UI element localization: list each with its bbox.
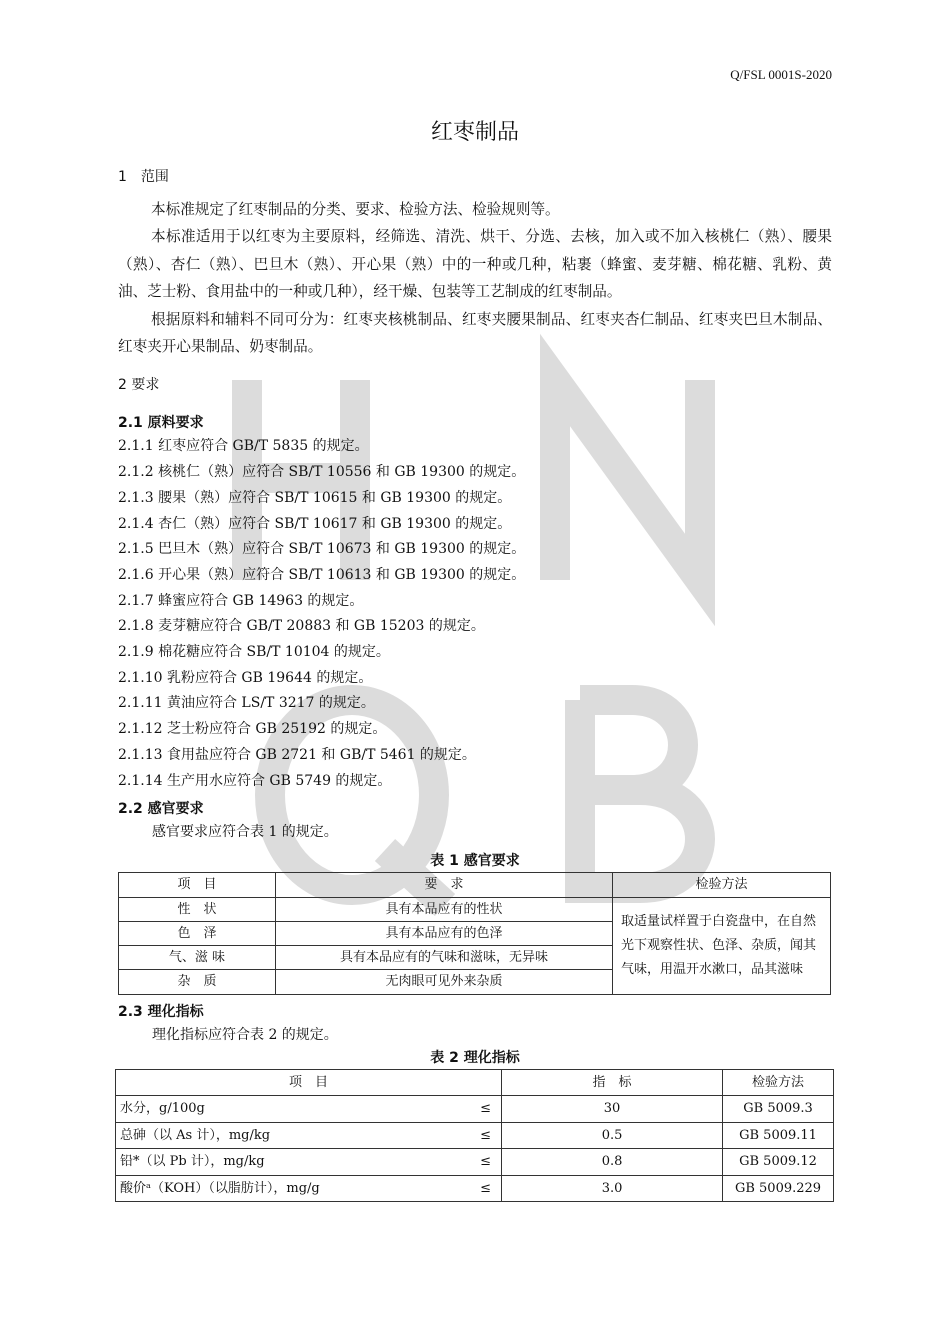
table-cell: 酸价ᵃ（KOH）（以脂肪计），mg/g [116, 1175, 460, 1202]
table-2-caption: 表 2 理化指标 [430, 1050, 520, 1067]
table-row [116, 1149, 834, 1176]
list-item: 2.1.14 生产用水应符合 GB 5749 的规定。 [118, 772, 392, 789]
table-header: 检验方法 [723, 1070, 834, 1096]
table-cell: 性 状 [119, 898, 276, 922]
list-item: 2.1.2 核桃仁（熟）应符合 SB/T 10556 和 GB 19300 的规定。 [118, 464, 526, 481]
table-cell: 色 泽 [119, 922, 276, 946]
table-row [116, 1122, 834, 1149]
inspection-method-cell: 取适量试样置于白瓷盘中，在自然光下观察性状、色泽、杂质，闻其气味，用温开水漱口，品其滋味 [613, 898, 831, 995]
table-1-caption: 表 1 感官要求 [430, 853, 520, 870]
table-cell: 具有本品应有的色泽 [276, 922, 613, 946]
section-2-heading: 2 要求 [118, 377, 160, 394]
table-cell: 无肉眼可见外来杂质 [276, 970, 613, 995]
table-cell: GB 5009.11 [723, 1122, 834, 1149]
list-item: 2.1.4 杏仁（熟）应符合 SB/T 10617 和 GB 19300 的规定。 [118, 515, 512, 532]
table-cell: ≤ [460, 1122, 502, 1149]
table-cell: 总砷（以 As 计），mg/kg [116, 1122, 460, 1149]
list-item: 2.1.12 芝士粉应符合 GB 25192 的规定。 [118, 721, 387, 738]
section-2-3-text: 理化指标应符合表 2 的规定。 [152, 1027, 338, 1044]
table-header: 要 求 [276, 873, 613, 898]
paragraph: 本标准规定了红枣制品的分类、要求、检验方法、检验规则等。 [151, 201, 560, 218]
table-header: 项 目 [116, 1070, 502, 1096]
section-1-heading: 1 范围 [118, 169, 169, 185]
paragraph: 本标准适用于以红枣为主要原料，经筛选、清洗、烘干、分选、去核，加入或不加入核桃仁（熟）、腰果（熟）、杏仁（熟）、巴旦木（熟）、开心果（熟）中的一种或几种，粘裹（蜂蜜、麦芽糖、棉花糖、乳粉、黄油、芝士粉、食用盐中的一种或几种），经干燥、包装等工艺制成的红枣制品。 [118, 228, 832, 301]
table-cell: 杂 质 [119, 970, 276, 995]
table-row [116, 1175, 834, 1202]
section-1-body [118, 196, 832, 360]
table-header: 检验方法 [613, 873, 831, 898]
table-cell: 具有本品应有的性状 [276, 898, 613, 922]
table-cell: ≤ [460, 1149, 502, 1176]
list-item: 2.1.11 黄油应符合 LS/T 3217 的规定。 [118, 695, 375, 712]
list-item: 2.1.9 棉花糖应符合 SB/T 10104 的规定。 [118, 644, 390, 661]
list-item: 2.1.5 巴旦木（熟）应符合 SB/T 10673 和 GB 19300 的规定。 [118, 541, 526, 558]
table-row [116, 1096, 834, 1123]
table-cell: 3.0 [502, 1175, 723, 1202]
table-header: 项 目 [119, 873, 276, 898]
physicochemical-table [115, 1069, 834, 1202]
table-cell: ≤ [460, 1175, 502, 1202]
list-item: 2.1.1 红枣应符合 GB/T 5835 的规定。 [118, 438, 369, 455]
material-requirements-list [118, 434, 832, 794]
section-2-3-heading: 2.3 理化指标 [118, 1004, 204, 1021]
section-2-1-heading: 2.1 原料要求 [118, 415, 204, 432]
table-cell: GB 5009.3 [723, 1096, 834, 1123]
table-cell: 0.8 [502, 1149, 723, 1176]
table-cell: 铅*（以 Pb 计），mg/kg [116, 1149, 460, 1176]
list-item: 2.1.6 开心果（熟）应符合 SB/T 10613 和 GB 19300 的规定。 [118, 566, 526, 583]
section-2-2-text: 感官要求应符合表 1 的规定。 [152, 824, 338, 841]
table-cell: 具有本品应有的气味和滋味，无异味 [276, 946, 613, 970]
list-item: 2.1.3 腰果（熟）应符合 SB/T 10615 和 GB 19300 的规定。 [118, 489, 512, 506]
table-cell: 30 [502, 1096, 723, 1123]
table-cell: GB 5009.12 [723, 1149, 834, 1176]
list-item: 2.1.13 食用盐应符合 GB 2721 和 GB/T 5461 的规定。 [118, 746, 476, 763]
table-cell: 气、滋 味 [119, 946, 276, 970]
section-2-2-heading: 2.2 感官要求 [118, 801, 204, 818]
table-cell: 0.5 [502, 1122, 723, 1149]
list-item: 2.1.10 乳粉应符合 GB 19644 的规定。 [118, 669, 373, 686]
table-cell: 水分，g/100g [116, 1096, 460, 1123]
list-item: 2.1.8 麦芽糖应符合 GB/T 20883 和 GB 15203 的规定。 [118, 618, 485, 635]
table-cell: ≤ [460, 1096, 502, 1123]
paragraph: 根据原料和辅料不同可分为：红枣夹核桃制品、红枣夹腰果制品、红枣夹杏仁制品、红枣夹巴旦木制品、红枣夹开心果制品、奶枣制品。 [118, 310, 832, 356]
table-header: 指 标 [502, 1070, 723, 1096]
list-item: 2.1.7 蜂蜜应符合 GB 14963 的规定。 [118, 592, 364, 609]
page-title: 红枣制品 [430, 120, 519, 145]
table-cell: GB 5009.229 [723, 1175, 834, 1202]
sensory-table [118, 872, 831, 995]
standard-code: Q/FSL 0001S-2020 [730, 67, 832, 82]
